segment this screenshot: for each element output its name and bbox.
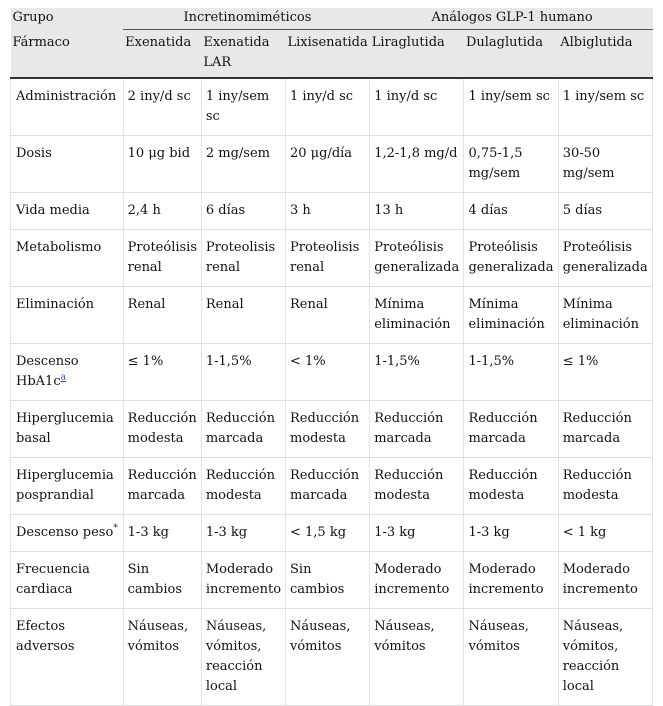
table-cell: Renal	[286, 287, 370, 344]
table-body	[11, 78, 653, 706]
table-cell: Náuseas, vómitos, reacción local	[201, 609, 285, 706]
table-cell: Náuseas, vómitos	[286, 609, 370, 706]
table-cell: 1-3 kg	[464, 515, 558, 552]
table-cell: ≤ 1%	[558, 344, 652, 401]
table-cell: Mínima eliminación	[558, 287, 652, 344]
table-cell: Moderado incremento	[464, 552, 558, 609]
footnote-marker	[61, 373, 66, 383]
table-cell: < 1%	[286, 344, 370, 401]
table-row	[11, 230, 653, 287]
table-cell: Reducción marcada	[558, 401, 652, 458]
table-cell: 1 iny/d sc	[370, 78, 464, 136]
group-label: Grupo	[11, 8, 124, 30]
row-label: Hiperglucemia basal	[16, 411, 114, 446]
comparison-table	[10, 8, 653, 706]
row-label-cell	[11, 552, 124, 609]
table-row	[11, 515, 653, 552]
table-row	[11, 136, 653, 193]
table-cell: 20 μg/día	[286, 136, 370, 193]
header-row-drugs	[11, 30, 653, 79]
row-label-cell	[11, 609, 124, 706]
row-label-cell	[11, 193, 124, 230]
table-cell: Náuseas, vómitos	[464, 609, 558, 706]
table-row	[11, 401, 653, 458]
table-cell: 1 iny/d sc	[286, 78, 370, 136]
table-cell: 30-50 mg/sem	[558, 136, 652, 193]
table-cell: Mínima eliminación	[370, 287, 464, 344]
table-row	[11, 552, 653, 609]
drug-lixisenatida: Lixisenatida	[286, 30, 370, 79]
table-cell: Reducción modesta	[286, 401, 370, 458]
table-cell: 1,2-1,8 mg/d	[370, 136, 464, 193]
table-cell: 1 iny/sem sc	[558, 78, 652, 136]
table-cell: 1-1,5%	[464, 344, 558, 401]
table-cell: Proteolisis renal	[286, 230, 370, 287]
table-cell: < 1,5 kg	[286, 515, 370, 552]
group-analogos-glp1: Análogos GLP-1 humano	[370, 8, 653, 30]
table-cell: 4 días	[464, 193, 558, 230]
table-cell: 3 h	[286, 193, 370, 230]
table-cell: Reducción marcada	[286, 458, 370, 515]
table-cell: 10 μg bid	[123, 136, 201, 193]
table-cell: Proteólisis renal	[123, 230, 201, 287]
row-label-cell	[11, 515, 124, 552]
table-row	[11, 609, 653, 706]
row-label-cell	[11, 136, 124, 193]
table-row	[11, 458, 653, 515]
table-header	[11, 8, 653, 78]
table-row	[11, 287, 653, 344]
table-cell: Moderado incremento	[201, 552, 285, 609]
table-cell: Reducción modesta	[558, 458, 652, 515]
table-cell: Sin cambios	[286, 552, 370, 609]
table-cell: 2,4 h	[123, 193, 201, 230]
drug-exenatida-lar: Exenatida LAR	[201, 30, 285, 79]
row-label-cell	[11, 230, 124, 287]
table-cell: 1-3 kg	[201, 515, 285, 552]
row-label: Hiperglucemia posprandial	[16, 468, 114, 503]
row-label: Frecuencia cardiaca	[16, 562, 90, 597]
table-cell: Reducción modesta	[370, 458, 464, 515]
row-label-cell	[11, 401, 124, 458]
group-incretinomimeticos: Incretinomiméticos	[123, 8, 370, 30]
table-row	[11, 193, 653, 230]
table-cell: Moderado incremento	[370, 552, 464, 609]
footnote-marker: *	[113, 523, 118, 534]
table-cell: Proteólisis generalizada	[370, 230, 464, 287]
row-label: Descenso HbA1c	[16, 354, 79, 389]
table-cell: 13 h	[370, 193, 464, 230]
drug-liraglutida: Liraglutida	[370, 30, 464, 79]
table-cell: Renal	[201, 287, 285, 344]
table-cell: Sin cambios	[123, 552, 201, 609]
table-cell: Proteólisis generalizada	[464, 230, 558, 287]
table-cell: 1-3 kg	[123, 515, 201, 552]
table-cell: 1 iny/sem sc	[464, 78, 558, 136]
row-label: Dosis	[16, 146, 52, 161]
table-cell: Renal	[123, 287, 201, 344]
drug-albiglutida: Albiglutida	[558, 30, 652, 79]
table-cell: Náuseas, vómitos	[123, 609, 201, 706]
footnote-link[interactable]: a	[60, 372, 66, 383]
table-cell: Reducción marcada	[201, 401, 285, 458]
table-row	[11, 78, 653, 136]
row-label-cell	[11, 287, 124, 344]
row-label: Vida media	[16, 203, 90, 218]
table-cell: 0,75-1,5 mg/sem	[464, 136, 558, 193]
drug-label: Fármaco	[11, 30, 124, 79]
table-cell: 2 mg/sem	[201, 136, 285, 193]
table-cell: 1-1,5%	[370, 344, 464, 401]
table-cell: < 1 kg	[558, 515, 652, 552]
table-cell: Reducción marcada	[370, 401, 464, 458]
drug-exenatida: Exenatida	[123, 30, 201, 79]
table-cell: Mínima eliminación	[464, 287, 558, 344]
table-cell: Reducción modesta	[464, 458, 558, 515]
table-cell: Proteolisis renal	[201, 230, 285, 287]
table-cell: 5 días	[558, 193, 652, 230]
row-label-cell	[11, 78, 124, 136]
table-cell: Reducción modesta	[123, 401, 201, 458]
table-cell: Reducción marcada	[123, 458, 201, 515]
table-row	[11, 344, 653, 401]
row-label: Efectos adversos	[16, 619, 75, 654]
table-cell: ≤ 1%	[123, 344, 201, 401]
row-label: Eliminación	[16, 297, 95, 312]
row-label: Metabolismo	[16, 240, 102, 255]
row-label-cell	[11, 458, 124, 515]
table-cell: 1-3 kg	[370, 515, 464, 552]
table-cell: Moderado incremento	[558, 552, 652, 609]
table-cell: Proteólisis generalizada	[558, 230, 652, 287]
header-row-groups	[11, 8, 653, 30]
row-label: Descenso peso	[16, 525, 114, 540]
table-cell: 1-1,5%	[201, 344, 285, 401]
row-label: Administración	[16, 89, 117, 104]
table-cell: Náuseas, vómitos	[370, 609, 464, 706]
drug-dulaglutida: Dulaglutida	[464, 30, 558, 79]
table-cell: 2 iny/d sc	[123, 78, 201, 136]
table-cell: Náuseas, vómitos, reacción local	[558, 609, 652, 706]
row-label-cell	[11, 344, 124, 401]
table-cell: Reducción modesta	[201, 458, 285, 515]
table-cell: 1 iny/sem sc	[201, 78, 285, 136]
table-cell: Reducción marcada	[464, 401, 558, 458]
table-cell: 6 días	[201, 193, 285, 230]
